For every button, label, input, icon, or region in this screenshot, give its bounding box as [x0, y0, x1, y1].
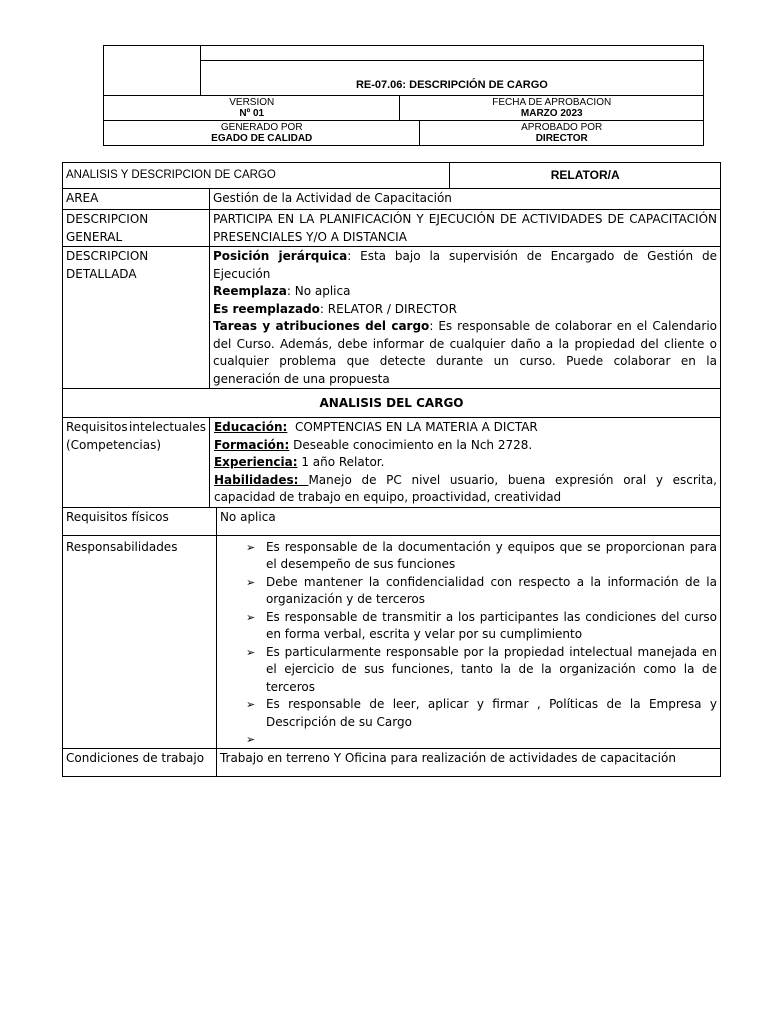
reemplazado-label: Es reemplazado	[212, 301, 320, 316]
list-item	[246, 731, 717, 748]
list-item	[246, 574, 717, 609]
intel-label-line-2: (Competencias)	[66, 437, 162, 452]
intel-label-word-2: intelectuales	[129, 420, 206, 434]
document-header	[103, 45, 704, 146]
posicion-label: Posición jerárquica	[212, 249, 348, 263]
aprobado-cell	[420, 121, 704, 146]
posicion-line	[213, 248, 717, 283]
arrow-bullet-icon: ➢	[245, 610, 256, 624]
aprobado-label: APROBADO POR	[521, 122, 603, 133]
reemplazado-line	[213, 301, 717, 319]
list-item	[246, 644, 717, 697]
version-value: Nº 01	[239, 108, 265, 119]
list-item	[246, 539, 717, 574]
area-label: AREA	[63, 189, 210, 210]
responsibility-text: Debe mantener la confidencialidad con respecto a la información de la organización y de terceros	[265, 574, 717, 606]
intel-label-word-1: Requisitos	[66, 420, 128, 434]
experiencia-line	[214, 454, 717, 472]
educacion-value: COMPTENCIAS EN LA MATERIA A DICTAR	[287, 420, 538, 434]
analysis-section-title: ANALISIS DEL CARGO	[63, 389, 721, 418]
list-item	[246, 609, 717, 644]
general-label: DESCRIPCION GENERAL	[63, 210, 210, 247]
detail-label-cell	[63, 247, 210, 389]
responsibility-text: Es particularmente responsable por la propiedad intelectual manejada en el ejercicio de sus funciones, tanto la de la organización como la de terceros	[265, 644, 717, 694]
arrow-bullet-icon: ➢	[245, 733, 256, 746]
fisicos-value: No aplica	[216, 507, 720, 535]
reemplaza-label: Reemplaza	[212, 284, 287, 298]
analysis-label-cell	[63, 163, 450, 189]
detail-label-2: DETALLADA	[66, 266, 137, 281]
job-description-table	[62, 162, 721, 777]
responsibility-text: Es responsable de transmitir a los participantes las condiciones del curso en forma verbal, escrita y velar por su cumplimiento	[265, 609, 717, 641]
cond-value: Trabajo en terreno Y Oficina para realización de actividades de capacitación	[216, 749, 720, 777]
generado-value: EGADO DE CALIDAD	[211, 133, 313, 144]
reemplaza-line	[213, 283, 717, 301]
habilidades-label: Habilidades:	[213, 472, 309, 487]
habilidades-line	[214, 472, 717, 507]
intel-label-cell	[63, 418, 210, 508]
educacion-line	[214, 419, 717, 437]
list-item	[246, 696, 717, 731]
fecha-cell	[400, 96, 704, 121]
cond-label: Condiciones de trabajo	[63, 749, 217, 777]
generado-cell	[104, 121, 420, 146]
intel-label-line-1	[66, 419, 206, 437]
detail-label-1: DESCRIPCION	[66, 249, 149, 263]
position-cell	[450, 163, 721, 189]
experiencia-label: Experiencia:	[213, 455, 298, 469]
arrow-bullet-icon: ➢	[245, 540, 256, 554]
arrow-bullet-icon: ➢	[245, 645, 256, 659]
resp-cell	[216, 535, 720, 749]
tareas-value: : Es responsable de colaborar en el Calendario del Curso. Además, debe informar de cualquier daño a la propiedad del cliente o cualquier problema que detecte durante un curso. Puede colaborar en la generación de una propuesta	[212, 319, 717, 386]
arrow-bullet-icon: ➢	[245, 575, 256, 589]
detail-cell	[209, 247, 720, 389]
intel-cell	[209, 418, 720, 508]
reemplazado-value: : RELATOR / DIRECTOR	[319, 301, 457, 316]
aprobado-value: DIRECTOR	[535, 133, 588, 144]
formacion-line	[214, 437, 717, 455]
resp-label: Responsabilidades	[63, 535, 217, 749]
generado-label: GENERADO POR	[220, 122, 303, 133]
document-title: RE-07.06: DESCRIPCIÓN DE CARGO	[200, 61, 703, 96]
fecha-label: FECHA DE APROBACION	[492, 97, 612, 108]
formacion-value: Deseable conocimiento en la Nch 2728.	[289, 437, 533, 452]
posicion-value: : Esta bajo la supervisión de Encargado de Gestión de Ejecución	[212, 249, 717, 281]
general-value: PARTICIPA EN LA PLANIFICACIÓN Y EJECUCIÓN DE ACTIVIDADES DE CAPACITACIÓN PRESENCIALES Y/O A DISTANCIA	[209, 210, 720, 247]
logo-cell	[104, 46, 201, 96]
fecha-value: MARZO 2023	[520, 108, 583, 119]
responsibility-text: Es responsable de leer, aplicar y firmar , Políticas de la Empresa y Descripción de su Cargo	[265, 697, 717, 729]
formacion-label: Formación:	[213, 437, 290, 452]
habilidades-value: Manejo de PC nivel usuario, buena expresión oral y escrita, capacidad de trabajo en equipo, proactividad, creatividad	[213, 472, 717, 504]
version-label: VERSION	[229, 97, 275, 108]
responsibilities-list	[220, 539, 717, 749]
educacion-label: Educación:	[213, 420, 288, 434]
header-top-blank	[200, 46, 703, 61]
experiencia-value: 1 año Relator.	[297, 455, 385, 469]
version-cell	[104, 96, 400, 121]
analysis-label: ANALISIS Y DESCRIPCION DE CARGO	[66, 169, 276, 182]
fisicos-label: Requisitos físicos	[63, 507, 217, 535]
arrow-bullet-icon: ➢	[245, 698, 256, 711]
responsibility-text: Es responsable de la documentación y equipos que se proporcionan para el desempeño de sus funciones	[265, 539, 717, 571]
position-title: RELATOR/A	[550, 168, 620, 183]
tareas-label: Tareas y atribuciones del cargo	[212, 319, 430, 333]
tareas-line	[213, 318, 717, 388]
reemplaza-value: : No aplica	[286, 284, 351, 298]
area-value: Gestión de la Actividad de Capacitación	[209, 189, 720, 210]
